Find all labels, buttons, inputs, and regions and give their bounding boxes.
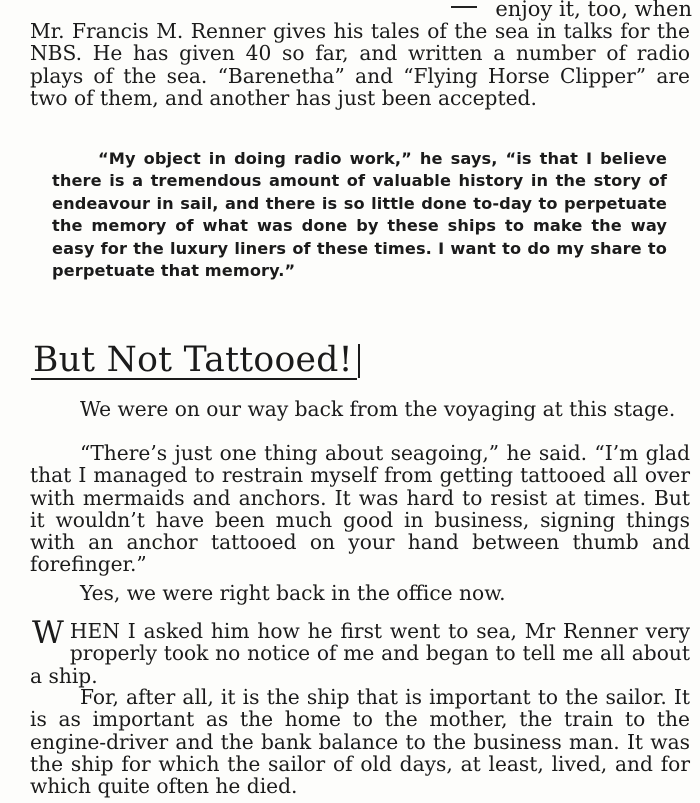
heading-text: But Not Tattooed!: [33, 340, 353, 380]
heading-underline: [31, 378, 357, 380]
paragraph-voyaging: We were on our way back from the voyaging at this stage.: [80, 397, 676, 421]
top-fragment: enjoy it, too, when: [495, 0, 692, 21]
heading-side-rule: [358, 344, 360, 378]
section-heading: [33, 340, 353, 380]
paragraph-ship-importance: For, after all, it is the ship that is important to the sailor. It is as important as the home to the mother, the train to the engine-driver and the bank balance to the business man. It was the ship for which the sailor of old days, at least, lived, and for which quite often he died.: [30, 685, 690, 799]
dash-rule: [451, 6, 477, 8]
drop-cap: W: [32, 615, 64, 651]
paragraph-tattoo-quote: “There’s just one thing about seagoing,” he said. “I’m glad that I managed to restrain myself from getting tattooed all over with mermaids and anchors. It was hard to resist at times. But it wouldn’t have been much good in business, signing things with an anchor tattooed on your hand between thumb and forefinger.”: [30, 441, 690, 577]
paragraph-renner-talks: Mr. Francis M. Renner gives his tales of the sea in talks for the NBS. He has given 40 so far, and written a number of radio plays of the sea. “Barenetha” and “Flying Horse Clipper” are two of them, and another has just been accepted.: [30, 19, 690, 110]
paragraph-office: Yes, we were right back in the office now.: [80, 581, 506, 605]
quote-block: “My object in doing radio work,” he says, “is that I believe there is a tremendous amount of valuable history in the story of endeavour in sail, and there is so little done to-day to perpetuate the memory of what was done by these ships to make the way easy for the luxury liners of these times. I want to do my share to perpetuate that memory.”: [52, 149, 667, 281]
paragraph-body: HEN I asked him how he first went to sea, Mr Renner very properly took no notice of me and began to tell me all about a ship.: [30, 619, 690, 688]
paragraph-first-went-to-sea: [30, 615, 690, 688]
